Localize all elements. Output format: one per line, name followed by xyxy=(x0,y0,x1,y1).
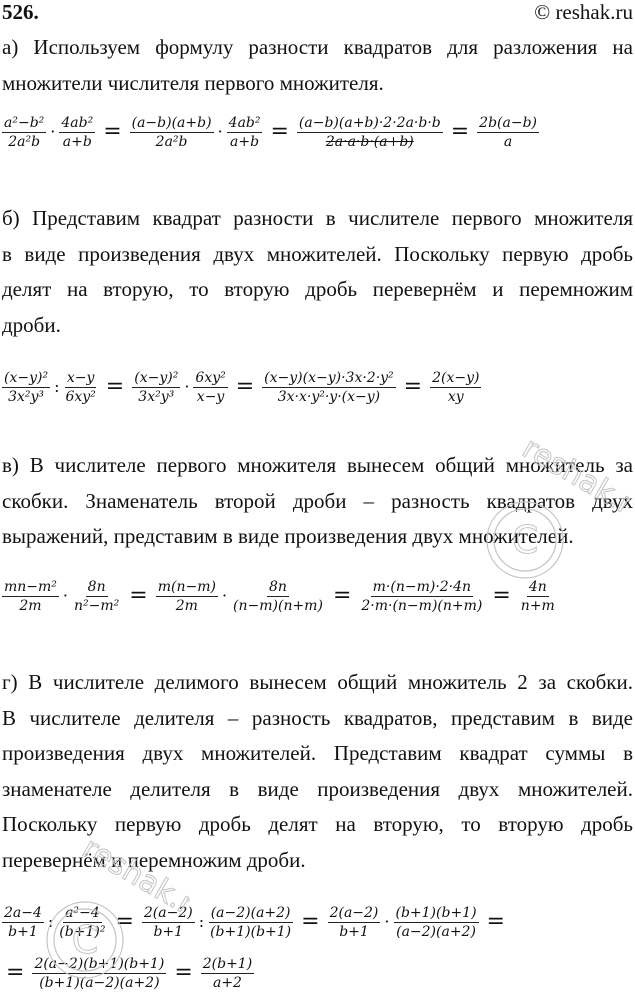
operator: : xyxy=(198,912,205,931)
operator: · xyxy=(217,122,223,141)
fraction: $\frac{\text{mn−m²}}{2m}$ xyxy=(4,578,57,614)
problem-number: 526. xyxy=(2,0,39,24)
operator: = xyxy=(492,583,511,608)
text-line: г) В числителе делимого вынесем общий множитель 2 за скобки. xyxy=(2,670,633,694)
operator: = xyxy=(450,119,470,144)
text-line: дроби. xyxy=(2,312,61,337)
fraction: $\frac{x-y}{\text{6xy²}}$ xyxy=(65,369,96,405)
section-g-formula-line1 xyxy=(0,897,511,947)
text-line: знаменателе делителя в виде произведения двух множителей. xyxy=(2,776,633,801)
operator: = xyxy=(403,374,423,399)
text-line: в виде произведения двух множителей. Поскольку первую дробь xyxy=(2,241,633,266)
source-credit: © reshak.ru xyxy=(534,0,633,24)
fraction: $\frac{\text{6xy²}}{x-y}$ xyxy=(195,369,226,405)
operator: = xyxy=(486,909,505,934)
fraction: $\frac{\text{4ab²}}{a+b}$ xyxy=(61,114,94,150)
section-g-text xyxy=(2,665,633,878)
operator: = xyxy=(129,583,148,608)
text-line: а) Используем формулу разности квадратов для разложения на xyxy=(2,35,633,59)
fraction: $\frac{(b+1)(b+1)}{(a-2)(a+2)}$ xyxy=(395,904,477,940)
operator: · xyxy=(384,912,390,931)
operator: · xyxy=(184,377,190,396)
text-line: Поскольку первую дробь делят на вторую, то вторую дробь xyxy=(2,812,633,836)
fraction: $\frac{2a-4}{b+1}$ xyxy=(4,904,42,940)
operator: = xyxy=(174,960,193,985)
section-a-text xyxy=(2,30,633,101)
operator: = xyxy=(103,119,122,144)
fraction-result: $\frac{2(x-y)}{xy}$ xyxy=(432,369,480,405)
fraction: $\frac{(a-2)(a+2)}{(b+1)(b+1)}$ xyxy=(210,904,292,940)
fraction-result: $\frac{2(b+1)}{a+2}$ xyxy=(202,955,253,991)
operator: · xyxy=(62,586,69,605)
operator: : xyxy=(47,912,54,931)
operator: = xyxy=(105,374,125,399)
fraction: $\frac{(a-b)(a+b)}{\text{2a²b}}$ xyxy=(131,114,212,150)
page-header xyxy=(2,0,633,26)
text-line: В числителе делителя – разность квадратов, представим в виде xyxy=(2,705,633,730)
operator: = xyxy=(332,583,352,608)
fraction-result: $\frac{2b(a-b)}{a}$ xyxy=(479,114,538,150)
operator: · xyxy=(221,586,228,605)
fraction: $\frac{8n}{\text{n²−m²}}$ xyxy=(74,578,120,614)
section-b-formula xyxy=(0,362,483,412)
fraction: $\frac{\text{(x−y)²}}{\text{3x²y³}}$ xyxy=(134,369,179,405)
fraction: $\frac{2(a-2)}{b+1}$ xyxy=(329,904,379,940)
fraction-cancelled: $\frac{(a-b)(a+b)\cdot 2\cdot 2a\cdot b\cdot b}{2a\cdot a\cdot b\cdot(a+b)}$ xyxy=(298,114,441,150)
fraction-cancelled: $\frac{\text{(x−y)(x−y)·3x·2·y²}}{\text{3x·x·y²·y·(x−y)}}$ xyxy=(264,369,394,405)
operator: = xyxy=(6,960,25,985)
fraction-cancelled: $\frac{m\cdot(n-m)\cdot 2\cdot 4n}{2\cdot m\cdot(n-m)(n+m)}$ xyxy=(361,578,483,614)
fraction-result: $\frac{4n}{n+m}$ xyxy=(520,578,555,614)
fraction: $\frac{\text{(x−y)²}}{\text{3x²y³}}$ xyxy=(4,369,49,405)
fraction: $\frac{2(a-2)}{b+1}$ xyxy=(143,904,193,940)
fraction: $\frac{\text{4ab²}}{a+b}$ xyxy=(228,114,261,150)
operator: = xyxy=(301,909,320,934)
operator: = xyxy=(115,909,134,934)
section-b-text xyxy=(2,201,633,343)
section-v-formula xyxy=(0,571,559,621)
operator: : xyxy=(54,377,60,396)
text-line: выражений, представим в виде произведения двух множителей. xyxy=(2,524,574,548)
fraction: $\frac{\text{a²−b²}}{\text{2a²b}}$ xyxy=(4,114,45,150)
operator: · xyxy=(50,122,56,141)
text-line: скобки. Знаменатель второй дроби – разность квадратов двух xyxy=(2,488,633,513)
text-line: перевернём и перемножим дроби. xyxy=(2,847,306,872)
operator: = xyxy=(235,374,255,399)
fraction: $\frac{m(n-m)}{2m}$ xyxy=(157,578,216,614)
text-line: произведения двух множителей. Представим квадрат суммы в xyxy=(2,741,633,765)
fraction-cancelled: $\frac{2(a-2)(b+1)(b+1)}{(b+1)(a-2)(a+2)}$ xyxy=(34,955,165,991)
text-line: делят на вторую, то вторую дробь перевернём и перемножим xyxy=(2,277,633,301)
operator: = xyxy=(270,119,289,144)
text-line: б) Представим квадрат разности в числителе первого множителя xyxy=(2,206,633,230)
text-line: в) В числителе первого множителя вынесем общий множитель за xyxy=(2,453,633,477)
section-a-formula xyxy=(0,107,541,157)
fraction: $\frac{8n}{(n-m)(n+m)}$ xyxy=(233,578,323,614)
section-g-formula-line2 xyxy=(0,948,256,998)
text-line: множители числителя первого множителя. xyxy=(2,70,384,95)
section-v-text xyxy=(2,448,633,555)
fraction: $\frac{\text{a²−4}}{\text{(b+1)²}}$ xyxy=(59,904,106,940)
